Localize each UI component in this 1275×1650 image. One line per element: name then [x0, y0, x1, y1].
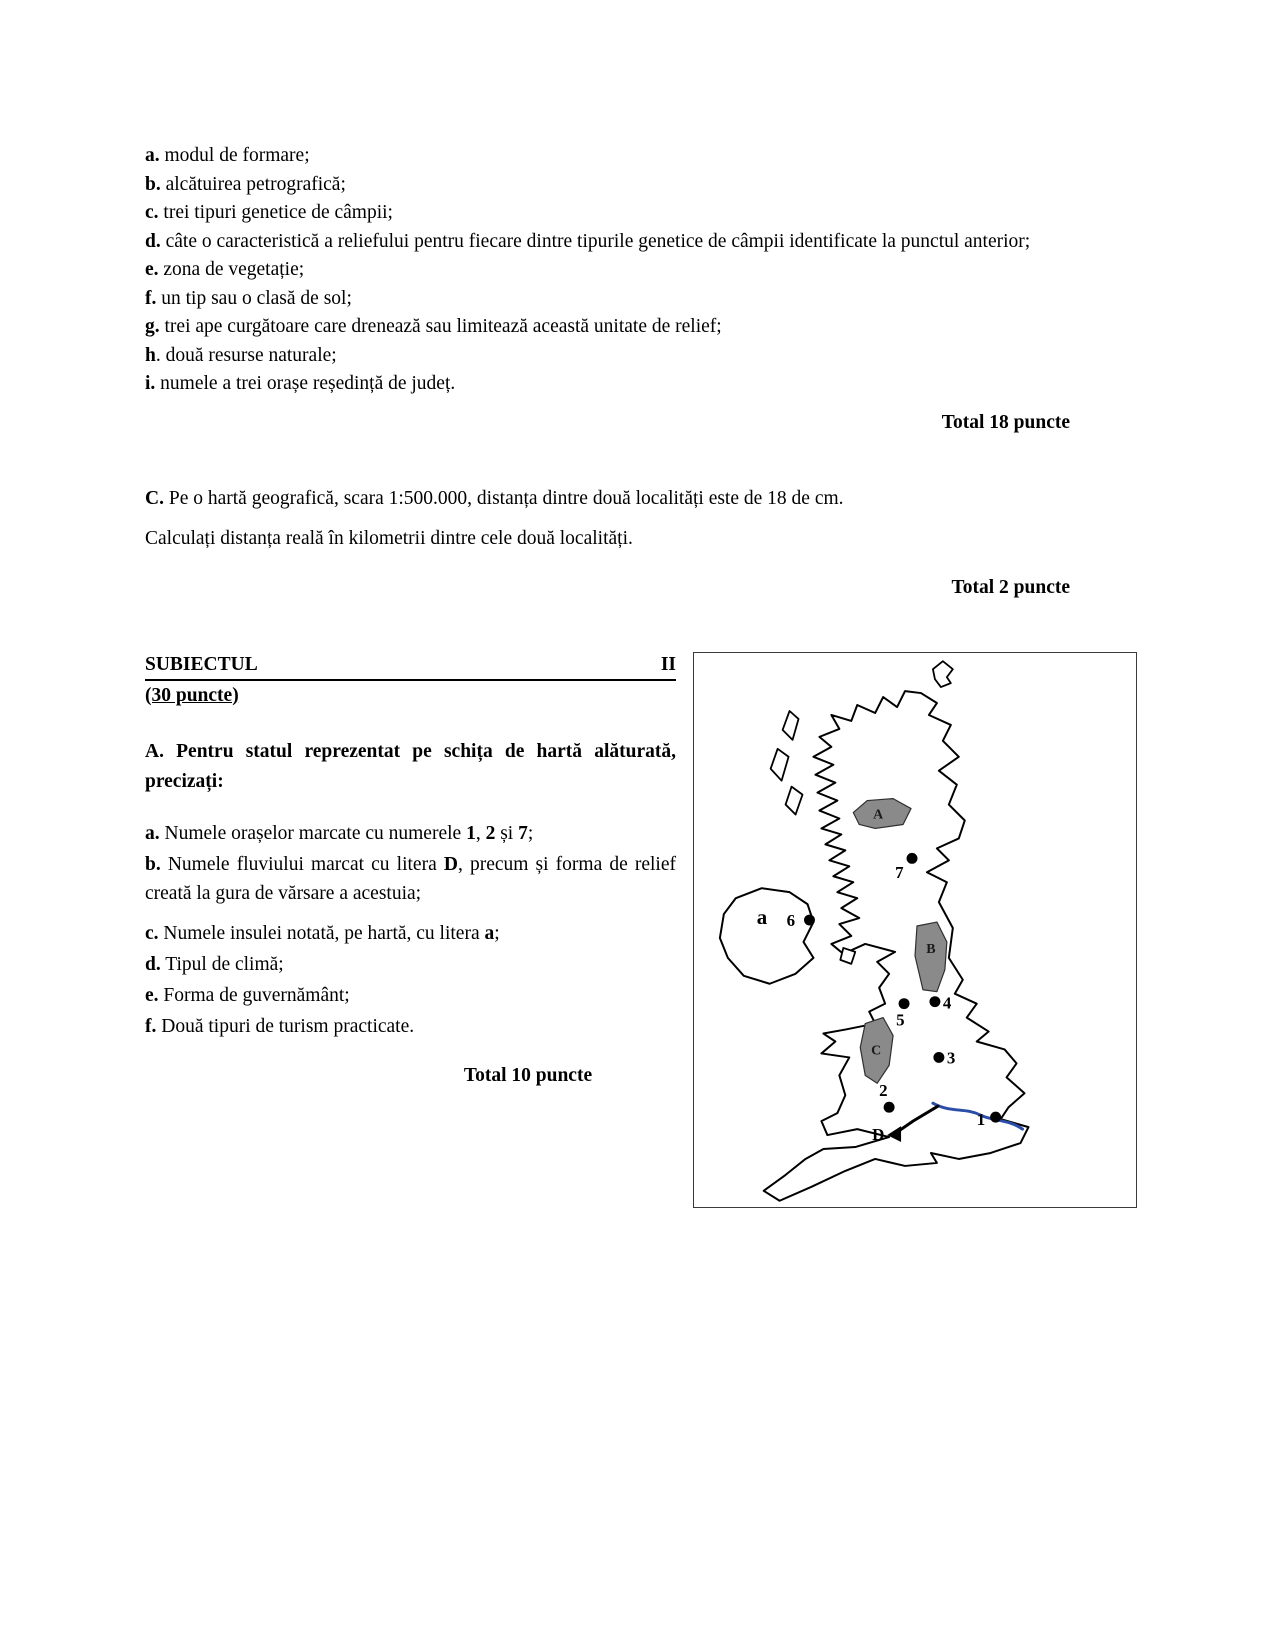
item-label: c. [145, 922, 159, 944]
region-b-label: B [926, 941, 936, 957]
river-letter-d: D [872, 1124, 885, 1144]
isle-of-man [840, 947, 855, 963]
hebrides-island-3 [786, 786, 803, 814]
section-c-text: Pe o hartă geografică, scara 1:500.000, distanța dintre două localități este de 18 de cm. [163, 487, 844, 509]
list-item [145, 819, 676, 848]
uk-sketch-map [693, 652, 1137, 1208]
item-bold: 7 [518, 822, 528, 844]
item-bold: D [443, 853, 458, 875]
marker-label-5: 5 [896, 1010, 905, 1030]
region-a-label: A [873, 807, 884, 823]
item-text: ; [494, 922, 500, 944]
item-text: un tip sau o clasă de sol; [156, 287, 352, 309]
item-text: Numele fluviului marcat cu litera [160, 853, 444, 875]
item-label: e. [145, 984, 159, 1006]
task-a-text: Pentru statul reprezentat pe schița de hartă alăturată, precizați: [145, 740, 676, 792]
item-text: , [475, 822, 486, 844]
list-item [145, 228, 1070, 257]
subject-2-text-column [145, 652, 676, 1087]
item-label: b. [145, 853, 161, 875]
total-10-puncte: Total 10 puncte [463, 1064, 593, 1086]
item-label: h [145, 344, 156, 366]
item-label: f. [145, 1015, 157, 1037]
item-label: a. [145, 822, 160, 844]
uk-map-svg [694, 653, 1136, 1207]
list-item [145, 1012, 676, 1041]
subject-2-list [145, 819, 676, 1041]
subject-2-points: (30 puncte) [145, 684, 239, 706]
marker-label-4: 4 [942, 993, 952, 1013]
item-text: . două resurse naturale; [155, 344, 337, 366]
list-item [145, 142, 1070, 171]
list-item [145, 850, 676, 908]
city-dot-2 [884, 1101, 895, 1112]
marker-label-6: 6 [786, 910, 796, 930]
list-item [145, 199, 1070, 228]
hebrides-island-2 [771, 748, 789, 780]
item-text: , precum și forma de relief creată la gura de vărsare a acestuia; [145, 853, 677, 904]
list-item [145, 919, 676, 948]
city-dot-4 [929, 996, 940, 1007]
item-bold: a [484, 922, 495, 944]
city-dot-7 [907, 852, 918, 863]
item-label: e. [145, 259, 159, 280]
item-label: d. [145, 230, 161, 252]
subject-2-task-a [145, 737, 676, 797]
item-text: Forma de guvernământ; [158, 984, 350, 1006]
city-dot-5 [899, 998, 910, 1009]
item-text: Două tipuri de turism practicate. [156, 1015, 415, 1037]
list-item [145, 950, 676, 979]
item-text: trei ape curgătoare care drenează sau limitează această unitate de relief; [159, 316, 722, 337]
item-text: zona de vegetație; [158, 259, 305, 280]
item-text: Numele insulei notată, pe hartă, cu litera [158, 922, 485, 944]
section-c [145, 485, 1070, 602]
section-intro-list [145, 142, 1070, 437]
total-18-puncte: Total 18 puncte [941, 411, 1070, 433]
hebrides-island-1 [783, 710, 799, 739]
section-c-line2: Calculați distanța reală în kilometrii dintre cele două localități. [145, 528, 633, 549]
marker-label-7: 7 [895, 862, 904, 882]
island-letter-a: a [756, 904, 768, 929]
subject-2-numeral: II [660, 653, 676, 675]
subject-2-title: SUBIECTUL [145, 653, 258, 675]
list-item [145, 342, 1070, 371]
item-label: d. [145, 953, 161, 975]
section-c-line1 [145, 485, 1070, 514]
total-2-puncte: Total 2 puncte [951, 576, 1070, 598]
region-c-label: C [871, 1042, 882, 1058]
item-text: Tipul de climă; [160, 953, 284, 975]
ireland-outline [720, 888, 814, 984]
marker-label-1: 1 [976, 1109, 986, 1129]
list-item [145, 256, 1070, 285]
item-text: trei tipuri genetice de câmpii; [158, 202, 393, 223]
item-bold: 2 [485, 822, 496, 844]
list-item [145, 370, 1070, 399]
item-text: modul de formare; [159, 145, 310, 166]
list-item [145, 313, 1070, 342]
item-text: Numele orașelor marcate cu numerele [159, 822, 467, 844]
item-text: și [495, 822, 519, 844]
city-dot-3 [933, 1051, 944, 1062]
item-text: ; [527, 822, 534, 844]
list-item [145, 285, 1070, 314]
marker-label-3: 3 [946, 1047, 956, 1067]
section-subject-2 [145, 652, 1070, 1208]
item-label: a. [145, 145, 160, 166]
item-label: c. [145, 202, 159, 223]
marker-label-2: 2 [879, 1080, 888, 1100]
section-c-label: C. [145, 487, 164, 509]
item-bold: 1 [466, 822, 476, 844]
list-item [145, 981, 676, 1010]
item-label: i. [145, 373, 156, 394]
item-label: b. [145, 173, 161, 195]
item-text: câte o caracteristică a reliefului pentru fiecare dintre tipurile genetice de câmpii identificate la punctul anterior; [160, 230, 1031, 252]
subject-2-heading [145, 652, 676, 681]
city-dot-6 [804, 914, 815, 925]
list-item [145, 171, 1070, 200]
orkney-islands [933, 661, 953, 687]
item-label: g. [145, 316, 160, 337]
task-a-label: A. [145, 740, 164, 762]
item-label: f. [145, 287, 157, 309]
item-text: alcătuirea petrografică; [160, 173, 346, 195]
city-dot-1 [990, 1111, 1001, 1122]
item-text: numele a trei orașe reședință de județ. [155, 373, 456, 394]
